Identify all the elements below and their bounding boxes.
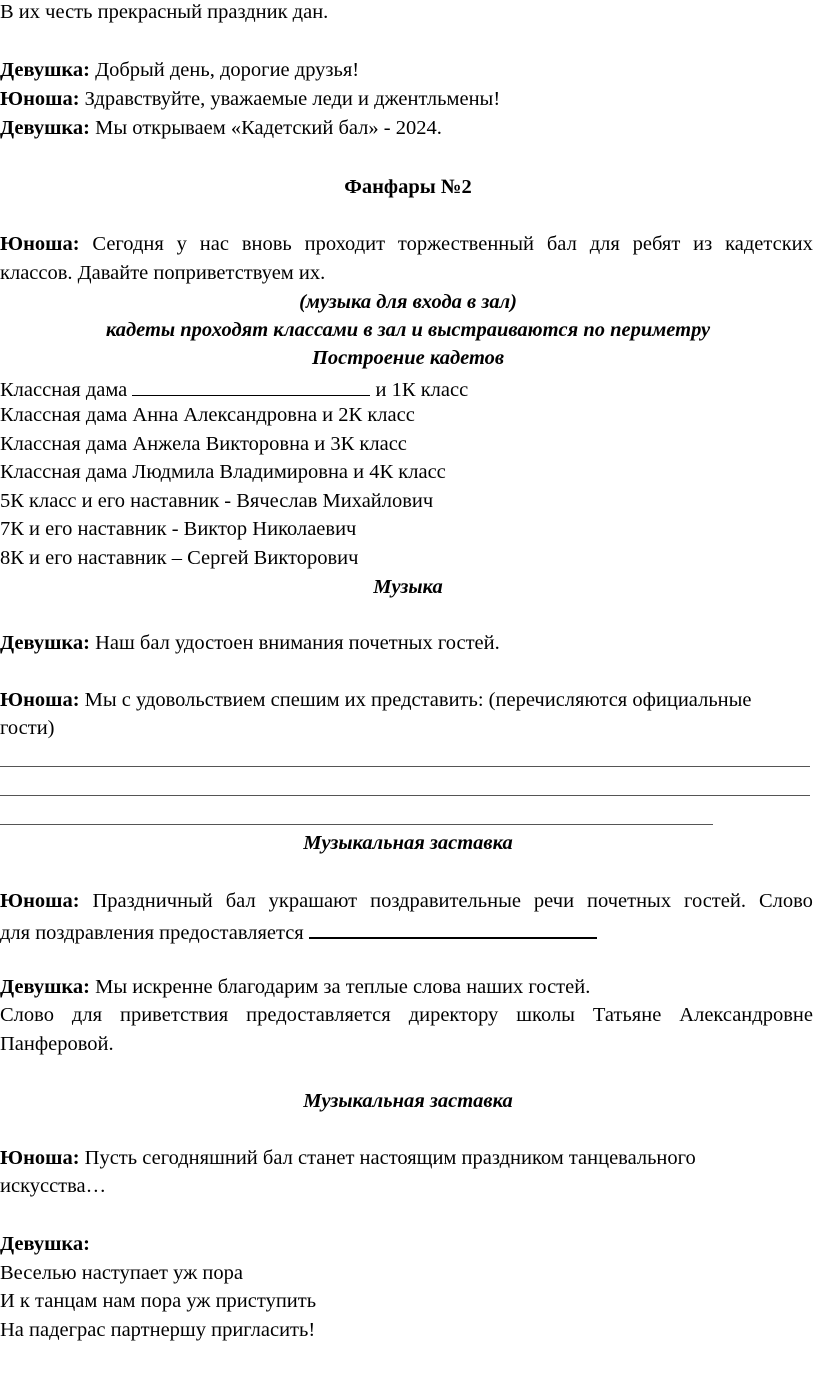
blank-rule-3 <box>0 824 713 825</box>
class-line-7: 7К и его наставник - Виктор Николаевич <box>0 518 357 540</box>
word: Слово <box>0 1004 54 1026</box>
dialogue-text: Мы открываем «Кадетский бал» - 2024. <box>95 117 442 139</box>
dialogue-boy-dance-line1 <box>0 1146 696 1170</box>
text-line-1: В их честь прекрасный праздник дан. <box>0 1 329 23</box>
blank-rule-1 <box>0 766 810 767</box>
word: предоставляется <box>246 1004 391 1026</box>
speaker-label: Девушка: <box>0 976 90 998</box>
word: Сегодня <box>92 233 164 255</box>
word: украшают <box>268 890 358 912</box>
paragraph-boy-speech-line1 <box>0 889 813 913</box>
blank-rule-2 <box>0 795 810 796</box>
dialogue-text: Наш бал удостоен внимания почетных гостей. <box>95 632 500 654</box>
blank-line <box>132 375 370 396</box>
dialogue-text: Добрый день, дорогие друзья! <box>95 59 360 81</box>
class-line-3: Классная дама Анжела Викторовна и 3К класс <box>0 433 407 455</box>
poem-line-3: На падеграс партнершу пригласить! <box>0 1319 316 1341</box>
class-line-2: Классная дама Анна Александровна и 2К класс <box>0 404 415 426</box>
class-line-5: 5К класс и его наставник - Вячеслав Михайлович <box>0 490 434 512</box>
word: вновь <box>241 233 292 255</box>
word: ребят <box>632 233 681 255</box>
stage-direction-music-2: Музыка <box>373 576 443 598</box>
word: нас <box>199 233 229 255</box>
word: для <box>589 233 620 255</box>
heading-fanfare: Фанфары №2 <box>344 176 472 198</box>
speaker-label: Юноша: <box>0 88 80 110</box>
dialogue-girl-opening <box>0 116 442 140</box>
speaker-label: Юноша: <box>0 1147 80 1169</box>
paragraph-boy-speech-line2 <box>0 917 597 945</box>
word: у <box>176 233 187 255</box>
speaker-label: Юноша: <box>0 890 80 912</box>
dialogue-boy-present-line1 <box>0 688 752 712</box>
class-line-text: и 1К класс <box>375 379 469 401</box>
word: Праздничный <box>92 890 213 912</box>
word: бал <box>546 233 577 255</box>
dialogue-text: Мы с удовольствием спешим их представить: (перечисляются официальные <box>84 689 752 711</box>
stage-direction-music: (музыка для входа в зал) <box>299 291 517 313</box>
dialogue-text: Здравствуйте, уважаемые леди и джентльмены! <box>84 88 501 110</box>
word: бал <box>225 890 256 912</box>
word: приветствия <box>119 1004 229 1026</box>
stage-direction-music-intro-2: Музыкальная заставка <box>303 1090 513 1112</box>
stage-direction-cadets: кадеты проходят классами в зал и выстраиваются по периметру <box>105 319 711 341</box>
class-line-text: Классная дама <box>0 379 128 401</box>
word: из <box>693 233 713 255</box>
dialogue-boy-greeting <box>0 87 500 111</box>
word: Александровне <box>679 1004 813 1026</box>
paragraph-boy-intro-line2: классов. Давайте поприветствуем их. <box>0 262 326 284</box>
dialogue-girl-guests <box>0 631 500 655</box>
speaker-label-girl: Девушка: <box>0 1233 90 1255</box>
dialogue-text: Пусть сегодняшний бал станет настоящим праздником танцевального <box>84 1147 696 1169</box>
word: директору <box>408 1004 499 1026</box>
class-line-8: 8К и его наставник – Сергей Викторович <box>0 547 359 569</box>
stage-direction-formation: Построение кадетов <box>311 347 505 369</box>
dialogue-girl-thanks <box>0 975 590 999</box>
blank-line <box>309 917 597 939</box>
class-line-4: Классная дама Людмила Владимировна и 4К класс <box>0 461 446 483</box>
word: Татьяне <box>592 1004 662 1026</box>
paragraph-director-line2: Панферовой. <box>0 1033 114 1055</box>
stage-direction-music-intro: Музыкальная заставка <box>303 832 513 854</box>
dialogue-boy-present-line2: гости) <box>0 717 55 739</box>
speaker-label: Девушка: <box>0 632 90 654</box>
word: почетных <box>587 890 672 912</box>
word: поздравительные <box>370 890 521 912</box>
word: гостей. <box>684 890 746 912</box>
word: школы <box>516 1004 575 1026</box>
word: кадетских <box>725 233 813 255</box>
speaker-label: Юноша: <box>0 233 80 255</box>
dialogue-boy-dance-line2: искусства… <box>0 1175 107 1197</box>
dialogue-text: для поздравления предоставляется <box>0 922 304 944</box>
word: для <box>71 1004 103 1026</box>
speaker-label: Девушка: <box>0 59 90 81</box>
word: Слово <box>758 890 813 912</box>
dialogue-girl-greeting <box>0 58 359 82</box>
word: речи <box>533 890 575 912</box>
speaker-label: Юноша: <box>0 689 80 711</box>
poem-line-1: Веселью наступает уж пора <box>0 1262 243 1284</box>
speaker-label: Девушка: <box>0 117 90 139</box>
paragraph-director-line1 <box>0 1003 813 1027</box>
word: проходит <box>304 233 386 255</box>
class-line-1 <box>0 375 468 402</box>
paragraph-boy-intro-line1 <box>0 232 813 256</box>
dialogue-text: Мы искренне благодарим за теплые слова наших гостей. <box>95 976 591 998</box>
poem-line-2: И к танцам нам пора уж приступить <box>0 1290 317 1312</box>
word: торжественный <box>397 233 535 255</box>
